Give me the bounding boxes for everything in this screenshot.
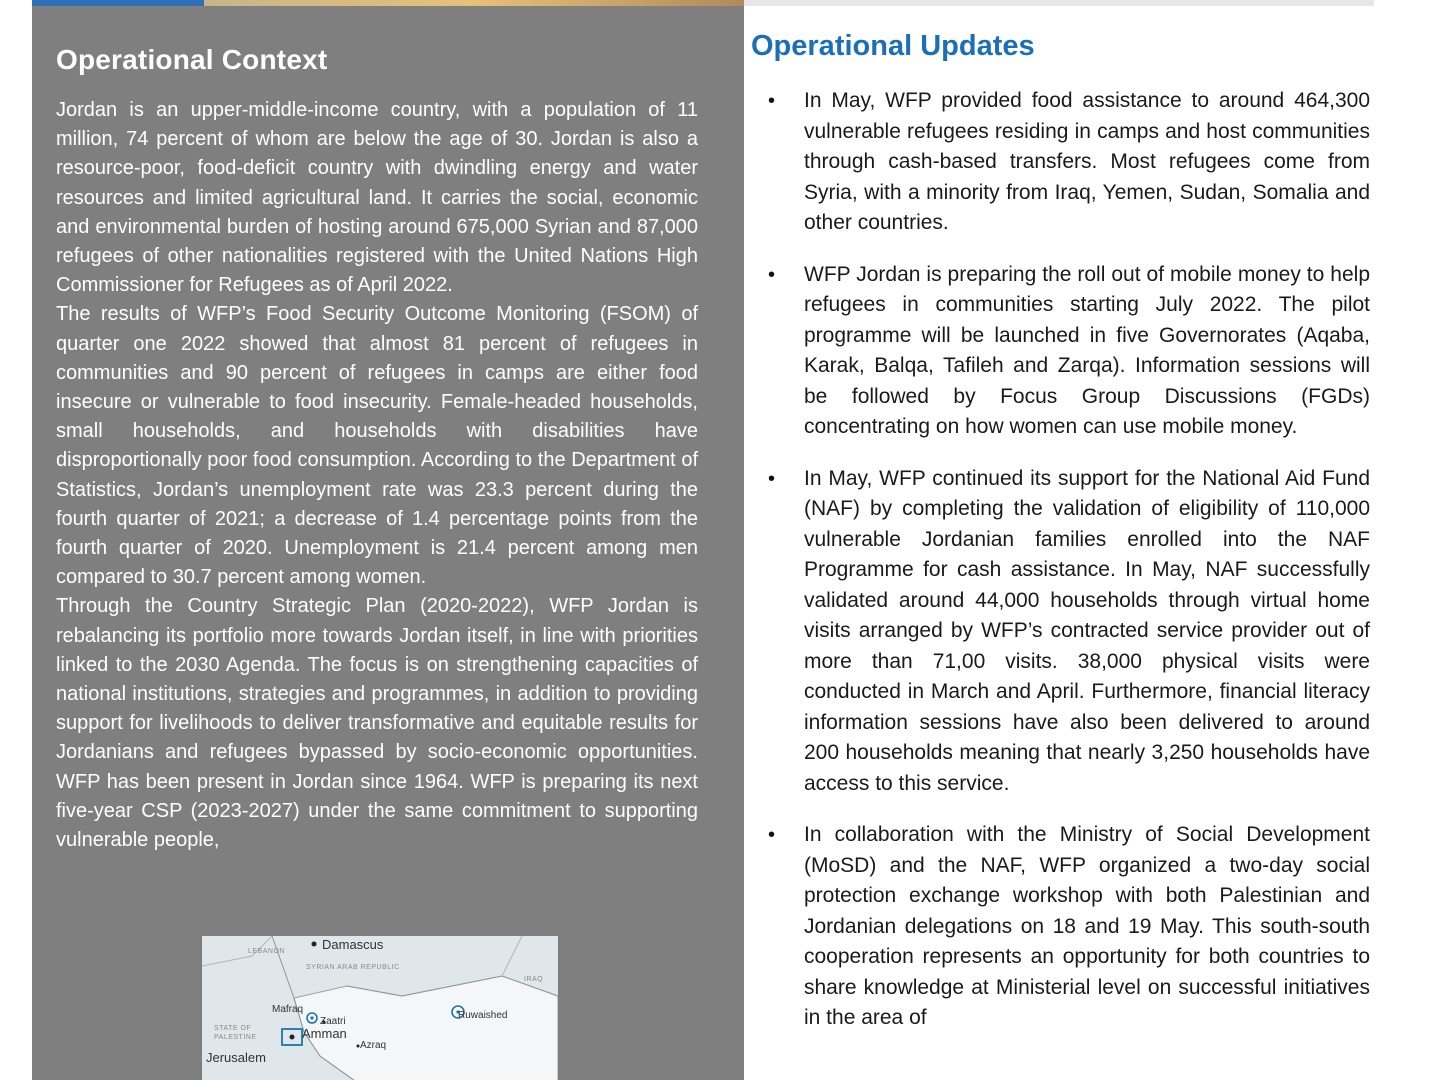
operational-updates-heading: Operational Updates xyxy=(751,30,1035,62)
update-text: In collaboration with the Ministry of Social Development (MoSD) and the NAF, WFP organized a two-day social protection exchange workshop with both Palestinian and Jordanian delegations on 18 and 19 May. This south-south cooperation represents an opportunity for both countries to share knowledge at Ministerial level on successful initiatives in the area of xyxy=(804,823,1370,1029)
update-text: In May, WFP continued its support for the National Aid Fund (NAF) by completing the validation of eligibility of 110,000 vulnerable Jordanian families enrolled into the NAF Programme for cash assistance. In May, NAF successfully validated around 44,000 households through virtual home visits arranged by WFP’s contracted service provider out of more than 71,00 visits. 38,000 physical visits were conducted in March and April. Furthermore, financial literacy information sessions have also been delivered to around 200 households meaning that nearly 3,250 households have access to this service. xyxy=(804,466,1370,795)
context-paragraph: Through the Country Strategic Plan (2020-2022), WFP Jordan is rebalancing its portfolio more towards Jordan itself, in line with priorities linked to the 2030 Agenda. The focus is on strengthening capacities of national institutions, strategies and programmes, in addition to providing support for livelihoods to deliver transformative and equitable results for Jordanians and refugees bypassed by socio-economic opportunities. WFP has been present in Jordan since 1964. WFP is preparing its next five-year CSP (2023-2027) under the same commitment to supporting vulnerable people, xyxy=(56,595,698,852)
bullet-icon: • xyxy=(768,263,776,286)
update-text: In May, WFP provided food assistance to around 464,300 vulnerable refugees residing in camps and host communities through cash-based transfers. Most refugees come from Syria, with a minority from Iraq, Yemen, Sudan, Somalia and other countries. xyxy=(804,89,1370,234)
bullet-icon: • xyxy=(768,824,776,846)
map-label-lebanon: LEBANON xyxy=(248,948,285,955)
operational-context-text xyxy=(56,96,698,855)
banner-grey-segment xyxy=(744,0,1374,6)
operational-context-panel xyxy=(32,6,744,1080)
list-item xyxy=(762,464,1370,800)
context-paragraph: Jordan is an upper-middle-income country, with a population of 11 million, 74 percent of whom are below the age of 30. Jordan is also a resource-poor, food-deficit country with dwindling energy and water resources and limited agricultural land. It carries the social, economic and environmental burden of hosting around 675,000 Syrian and 87,000 refugees of other nationalities registered with the United Nations High Commissioner for Refugees as of April 2022. xyxy=(56,99,698,297)
map-label-zaatri: Zaatri xyxy=(320,1016,346,1027)
bullet-icon: • xyxy=(768,90,776,112)
map-label-jerusalem: Jerusalem xyxy=(206,1050,266,1065)
map-label-amman: Amman xyxy=(302,1026,347,1041)
map-label-ruwaished: Ruwaished xyxy=(458,1010,508,1021)
bullet-icon: • xyxy=(768,467,776,490)
list-item xyxy=(762,260,1370,443)
list-item xyxy=(762,820,1370,1034)
operational-context-heading: Operational Context xyxy=(56,44,328,75)
map-label-damascus: Damascus xyxy=(322,937,384,952)
map-label-mafraq: Mafraq xyxy=(272,1004,304,1015)
map-label-iraq: IRAQ xyxy=(524,976,544,983)
list-item xyxy=(762,86,1370,239)
map-label-syria: SYRIAN ARAB REPUBLIC xyxy=(306,964,400,971)
jordan-map xyxy=(202,936,558,1080)
operational-updates-list xyxy=(762,86,1370,1055)
context-paragraph: The results of WFP’s Food Security Outcome Monitoring (FSOM) of quarter one 2022 showed that almost 81 percent of refugees in communities and 90 percent of refugees in camps are either food insecure or vulnerable to food insecurity. Female-headed households, small households, and households with disabilities have disproportionally poor food consumption. According to the Department of Statistics, Jordan’s unemployment rate was 23.3 percent during the fourth quarter of 2021; a decrease of 1.4 percentage points from the fourth quarter of 2020. Unemployment is 21.4 percent among men compared to 30.7 percent among women. xyxy=(56,303,698,589)
update-text: WFP Jordan is preparing the roll out of mobile money to help refugees in communities starting July 2022. The pilot programme will be launched in five Governorates (Aqaba, Karak, Balqa, Tafileh and Zarqa). Information sessions will be followed by Focus Group Discussions (FGDs) concentrating on how women can use mobile money. xyxy=(804,262,1370,438)
map-label-azraq: Azraq xyxy=(360,1040,387,1051)
map-label-palestine: STATE OF PALESTINE xyxy=(214,1025,257,1041)
